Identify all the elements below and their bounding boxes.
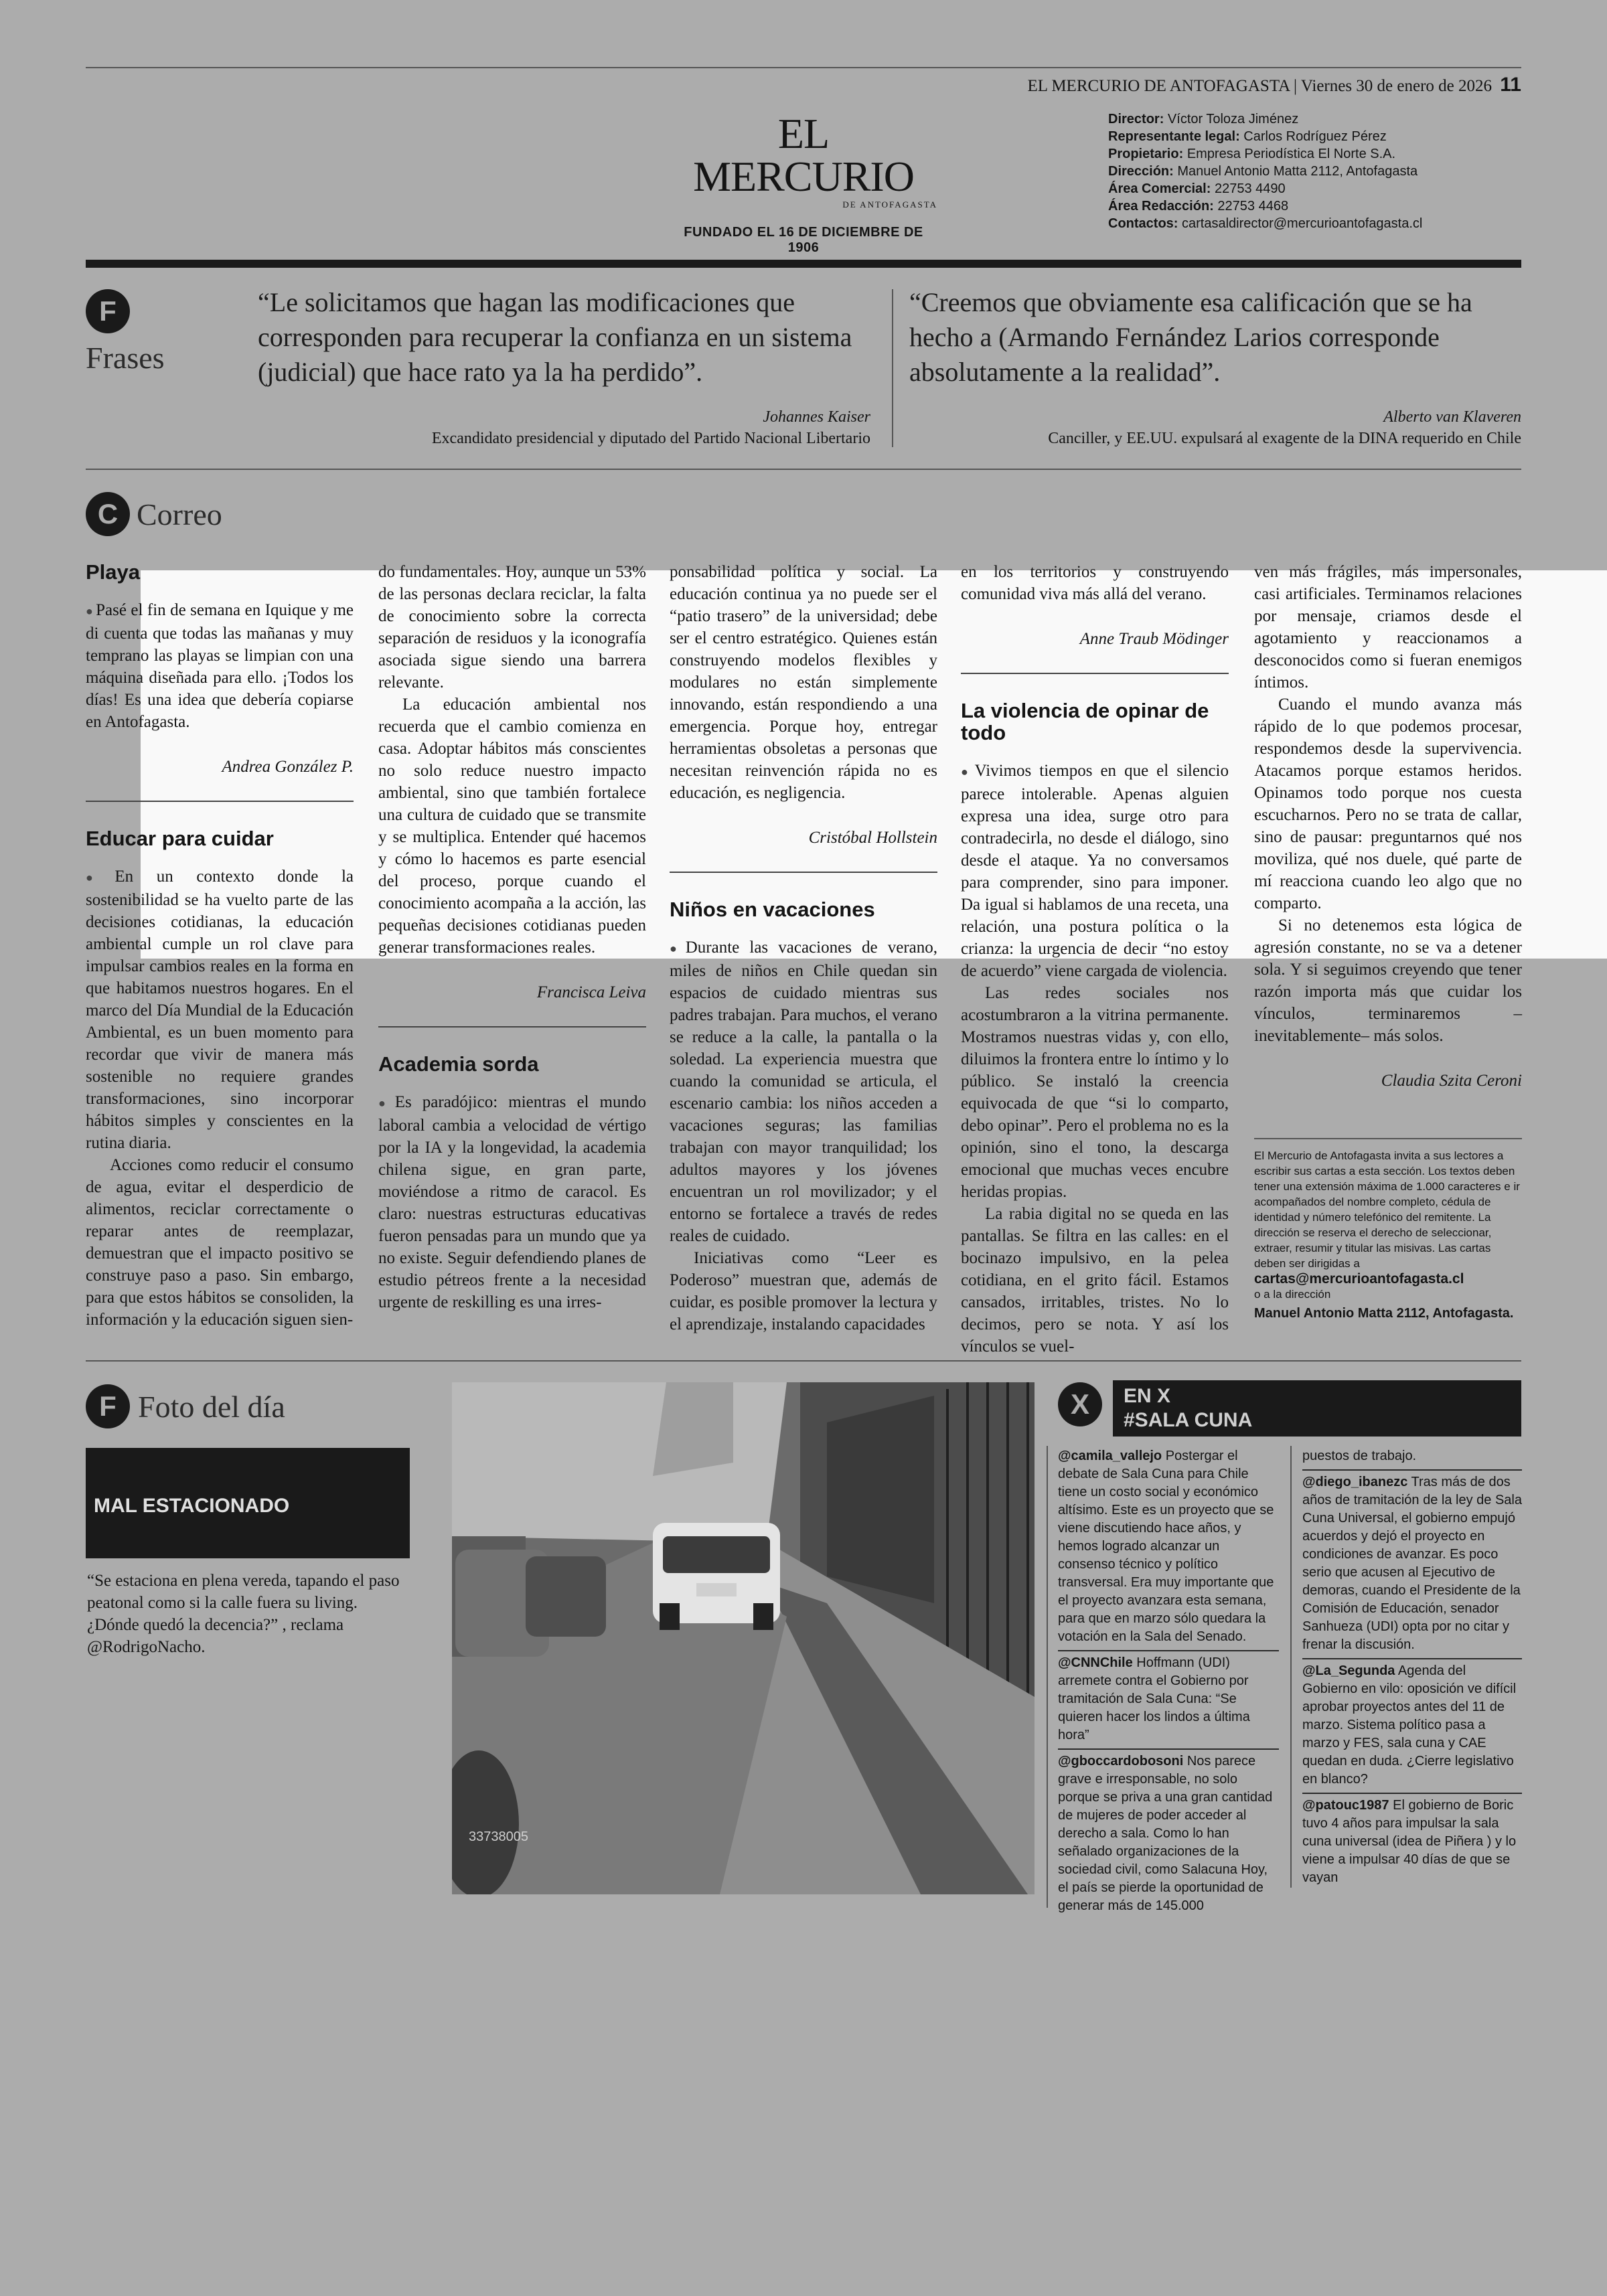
notice-address: Manuel Antonio Matta 2112, Antofagasta. — [1254, 1306, 1514, 1321]
foto-box-title: MAL ESTACIONADO — [86, 1448, 410, 1558]
frase-1 — [258, 285, 881, 390]
letter-author: Andrea González P. — [222, 758, 354, 776]
staff-line: Director: Víctor Toloza Jiménez — [1108, 112, 1299, 127]
tweet-handle: @diego_ibanezc — [1302, 1475, 1408, 1489]
letter-paragraph: La rabia digital no se queda en las pantallas. Se filtra en las calles: en el bocinazo impulsivo, en la pelea cotidiana, en el grito fácil. Estamos cansados, irritables, tristes. No lo decimos, pero se nota. Y así los vínculos se vuel- — [961, 1205, 1229, 1356]
letters-notice — [1254, 1148, 1522, 1321]
correo-column-3 — [670, 561, 937, 1335]
correo-title: Correo — [137, 497, 222, 531]
frases-title: Frases — [86, 341, 165, 375]
header-thick-rule — [86, 260, 1521, 268]
frase-2-text: “Creemos que obviamente esa calificación que se ha hecho a (Armando Fernández Larios corresponde absolutamente a la realidad”. — [909, 287, 1472, 387]
tweet-handle: @La_Segunda — [1302, 1663, 1395, 1678]
staff-line: Propietario: Empresa Periodística El Norte S.A. — [1108, 147, 1396, 161]
photo-id: 33738005 — [469, 1829, 528, 1844]
tweet-text: Nos parece grave e irresponsable, no solo porque se priva a una gran cantidad de mujeres de poder acceder al derecho a sala. Como lo han señalado organizaciones de la sociedad civil, como Salacuna Hoy, el país se pierde la oportunidad de generar más de 145.000 — [1058, 1754, 1273, 1913]
letter-divider — [670, 872, 937, 873]
notice-text: El Mercurio de Antofagasta invita a sus lectores a escribir sus cartas a esta sección. Los textos deben tener una extensión máxima de 1.000 caracteres e ir acompañados del nombre completo, cédula de identidad y número telefónico del remitente. La dirección se reserva el derecho de seleccionar, extraer, resumir y titular las misivas. Las cartas deben ser dirigidas a — [1254, 1149, 1520, 1270]
enx-middle-rule — [1290, 1446, 1292, 1888]
tweet-handle: @gboccardobosoni — [1058, 1754, 1184, 1769]
founded-line: FUNDADO EL 16 DE DICIEMBRE DE 1906 — [684, 225, 923, 255]
letter-paragraph: ● Durante las vacaciones de verano, miles de niños en Chile quedan sin espacios de cuidado mientras sus padres trabajan. Para muchos, el verano se reduce a la calle, la pantalla o la soledad. La experiencia muestra que cuando la comunidad se articula, el escenario cambia: los niños acceden a vacaciones seguras; las familias trabajan con mayor tranquilidad; los adultos mayores y los jóvenes encuentran un rol movilizador; y el entorno se fortalece a través de redes reales de cuidado. — [670, 936, 937, 1247]
letter-divider — [378, 1026, 646, 1028]
frases-badge: F — [86, 289, 130, 333]
frase-1-author: Johannes Kaiser — [763, 408, 870, 426]
frase-2 — [909, 285, 1525, 390]
letter-title: Niños en vacaciones — [670, 898, 875, 921]
issue-line — [1027, 74, 1521, 96]
letter-title: La violencia de opinar de todo — [961, 699, 1209, 744]
letter-paragraph: Si no detenemos esta lógica de agresión constante, no se va a detener sola. Y si seguimos creyendo que tener razón importa más que cuidar los vínculos, terminaremos –inevitablemente– más solos. — [1254, 916, 1522, 1045]
tweet-handle: @camila_vallejo — [1058, 1449, 1162, 1463]
correo-column-4 — [961, 561, 1229, 1358]
staff-line: Área Comercial: 22753 4490 — [1108, 181, 1286, 196]
enx-header — [1113, 1380, 1521, 1437]
street-photo-illustration — [452, 1382, 1035, 1894]
letter-author: Francisca Leiva — [536, 983, 646, 1001]
correo-badge: C — [86, 492, 130, 536]
letter-paragraph: en los territorios y construyendo comunidad viva más allá del verano. — [961, 563, 1229, 603]
tweet — [1058, 1445, 1279, 1651]
letter-paragraph: do fundamentales. Hoy, aunque un 53% de las personas declara reciclar, la falta de conocimiento sobre la correcta separación de residuos y la iconografía asociada sigue siendo una barrera relevante. — [378, 563, 646, 691]
frases-divider — [892, 289, 893, 447]
enx-column-1 — [1058, 1445, 1279, 1919]
frase-1-text: “Le solicitamos que hagan las modificaciones que corresponden para recuperar la confianza en un sistema (judicial) que hace rato ya la ha perdido”. — [258, 287, 852, 387]
letter-paragraph: ven más frágiles, más impersonales, casi artificiales. Terminamos relaciones por mensaje, criamos desde el agotamiento y reaccionamos a desconocidos como si fueran enemigos íntimos. — [1254, 563, 1522, 691]
enx-left-rule — [1047, 1446, 1048, 1908]
x-badge: X — [1058, 1382, 1102, 1426]
letter-author: Anne Traub Mödinger — [1079, 630, 1229, 648]
page-number: 11 — [1500, 74, 1521, 96]
tweet — [1302, 1471, 1522, 1659]
tweet — [1302, 1659, 1522, 1794]
foto-caption: “Se estaciona en plena vereda, tapando el paso peatonal como si la calle fuera su living. ¿Dónde quedó la decencia?” , reclama @RodrigoNacho. — [87, 1572, 400, 1656]
tweet-text: Hoffmann (UDI) arremete contra el Gobierno por tramitación de Sala Cuna: “Se quieren hacer los lindos a última hora” — [1058, 1655, 1250, 1742]
staff-line: Área Redacción: 22753 4468 — [1108, 199, 1289, 214]
logo-name: EL MERCURIO — [693, 110, 914, 200]
letter-paragraph: La educación ambiental nos recuerda que el cambio comienza en casa. Adoptar hábitos más conscientes no solo reduce nuestro impacto ambiental, sino que también fortalece una cultura de cuidado que se transmite y se multiplica. Entender qué hacemos y cómo lo hacemos es parte esencial del proceso, porque cuando el conocimiento acompaña a la acción, las pequeñas decisiones cotidianas pueden generar transformaciones reales. — [378, 695, 646, 957]
letter-author: Claudia Szita Ceroni — [1381, 1072, 1522, 1090]
notice-or: o a la dirección — [1254, 1288, 1331, 1301]
letter-author: Cristóbal Hollstein — [808, 829, 937, 847]
frase-1-role: Excandidato presidencial y diputado del Partido Nacional Libertario — [431, 430, 870, 447]
letter-title: Playa — [86, 560, 141, 584]
tweet-text: El gobierno de Boric tuvo 4 años para impulsar la sala cuna universal (idea de Piñera ) y lo viene a impulsar 40 días de que se vayan — [1302, 1798, 1517, 1885]
letter-paragraph: Las redes sociales nos acostumbraron a la vitrina permanente. Mostramos nuestras vidas y, con ello, diluimos la frontera entre lo íntimo y lo público. Se instaló la creencia equivocada de que “si lo comparto, debo opinar”. Pero el problema no es la opinión, sino el tono, la descarga emocional que muchas veces encubre heridas propias. — [961, 984, 1229, 1201]
letter-divider — [961, 673, 1229, 674]
frases-bottom-rule — [86, 469, 1521, 470]
letter-divider — [86, 801, 354, 802]
letter-paragraph: Cuando el mundo avanza más rápido de lo que podemos procesar, respondemos desde la supervivencia. Atacamos porque estamos heridos. Opinamos todo porque nos cuesta escucharnos. Pero no se trata de callar, sino de pausar: preguntarnos qué nos moviliza, qué nos duele, qué parte de mí reacciona cuando leo algo que no comparto. — [1254, 695, 1522, 912]
tweet — [1302, 1445, 1522, 1471]
letter-title: Educar para cuidar — [86, 827, 274, 850]
tweet-text: puestos de trabajo. — [1302, 1449, 1417, 1463]
tweet — [1058, 1750, 1279, 1919]
correo-column-1 — [86, 561, 354, 1331]
tweet-text: Agenda del Gobierno en vilo: oposición ve difícil aprobar proyectos antes del 11 de marzo. Sistema político pasa a marzo y FES, sala cuna y CAE quedan en duda. ¿Cierre legislativo en blanco? — [1302, 1663, 1517, 1787]
correo-column-5 — [1254, 561, 1522, 1115]
logo-sub: DE ANTOFAGASTA — [842, 199, 937, 210]
street-photo — [452, 1382, 1035, 1894]
letter-paragraph: ponsabilidad política y social. La educación continua ya no puede ser el “patio trasero” de la universidad; debe ser el centro estratégico. Quienes están construyendo modelos flexibles y modulares no están simplemente innovando, están respondiendo a una emergencia. Porque hoy, entregar herramientas obsoletas a personas que necesitan reinvención rápida no es educación, es negligencia. — [670, 563, 937, 802]
issue-date: EL MERCURIO DE ANTOFAGASTA | Viernes 30 de enero de 2026 — [1027, 77, 1493, 95]
staff-line: Contactos: cartasaldirector@mercurioantofagasta.cl — [1108, 216, 1423, 231]
letter-paragraph: Acciones como reducir el consumo de agua, evitar el desperdicio de alimentos, reciclar correctamente o reparar antes de reemplazar, demuestran que el impacto positivo se construye paso a paso. Sin embargo, para que estos hábitos se consoliden, la información y la educación siguen sien- — [86, 1156, 354, 1329]
notice-email: cartas@mercurioantofagasta.cl — [1254, 1271, 1464, 1287]
masthead-logo — [670, 112, 937, 256]
letter-paragraph: ● En un contexto donde la sostenibilidad se ha vuelto parte de las decisiones cotidianas, la educación ambiental cumple un rol clave para impulsar cambios reales en la forma en que habitamos nuestros hogares. En el marco del Día Mundial de la Educación Ambiental, es un buen momento para recordar que vivir de manera más sostenible no requiere grandes transformaciones, sino incorporar hábitos simples y conscientes en la rutina diaria. — [86, 866, 354, 1154]
foto-title: Foto del día — [138, 1390, 285, 1424]
enx-column-2 — [1302, 1445, 1522, 1891]
enx-title-line-1: EN X — [1124, 1385, 1171, 1407]
staff-line: Representante legal: Carlos Rodríguez Pérez — [1108, 129, 1387, 144]
frase-2-author: Alberto van Klaveren — [1383, 408, 1521, 426]
letter-paragraph: ● Es paradójico: mientras el mundo laboral cambia a velocidad de vértigo por la IA y la longevidad, la academia chilena sigue, en gran parte, moviéndose a ritmo de caracol. Es claro: nuestras estructuras educativas fueron pensadas para un mundo que ya no existe. Seguir defendiendo planes de estudio pétreos frente a la necesidad urgente de reskilling es una irres- — [378, 1091, 646, 1313]
correo-bottom-rule — [86, 1360, 1521, 1362]
correo-column-2 — [378, 561, 646, 1313]
letter-paragraph: Iniciativas como “Leer es Poderoso” muestran que, además de cuidar, es posible promover la lectura y el aprendizaje, instalando capacidades — [670, 1249, 937, 1333]
tweet — [1058, 1651, 1279, 1750]
staff-box — [1108, 110, 1510, 232]
foto-badge: F — [86, 1384, 130, 1428]
enx-title-line-2: #SALA CUNA — [1124, 1409, 1253, 1431]
tweet-handle: @CNNChile — [1058, 1655, 1133, 1670]
letter-title: Academia sorda — [378, 1052, 539, 1076]
letter-paragraph: ● Pasé el fin de semana en Iquique y me di cuenta que todas las mañanas y muy temprano las playas se limpian con una máquina diseñada para ello. ¡Todos los días! Es una idea que debería copiarse en Antofagasta. — [86, 599, 354, 733]
staff-line: Dirección: Manuel Antonio Matta 2112, Antofagasta — [1108, 164, 1418, 179]
tweet-handle: @patouc1987 — [1302, 1798, 1389, 1813]
top-rule — [86, 67, 1521, 68]
tweet-text: Postergar el debate de Sala Cuna para Chile tiene un costo social y económico altísimo. Este es un proyecto que se viene discutiendo hace años, y hemos logrado alcanzar un consenso técnico y político transversal. Era muy importante que el proyecto avanzara esta semana, para que en marzo sólo quedara la votación en la Sala del Senado. — [1058, 1449, 1274, 1644]
frase-2-role: Canciller, y EE.UU. expulsará al exagente de la DINA requerido en Chile — [1048, 430, 1521, 447]
notice-rule — [1254, 1138, 1522, 1139]
tweet-text: Tras más de dos años de tramitación de la ley de Sala Cuna Universal, el gobierno empujó acuerdos y dejó el proyecto en condiciones de avanzar. Es poco serio que acusen al Ejecutivo de demoras, cuando el Presidente de la Comisión de Educación, senador Sanhueza (UDI) opta por no citar y frenar la discusión. — [1302, 1475, 1522, 1652]
tweet — [1302, 1794, 1522, 1891]
letter-paragraph: ● Vivimos tiempos en que el silencio parece intolerable. Apenas alguien expresa una idea, surge otro para contradecirla, no desde el diálogo, sino desde el ataque. Ya no conversamos para comprender, sino para imponer. Da igual si hablamos de una receta, una relación, una postura política o la crianza: la urgencia de decir “no estoy de acuerdo” viene cargada de violencia. — [961, 760, 1229, 982]
